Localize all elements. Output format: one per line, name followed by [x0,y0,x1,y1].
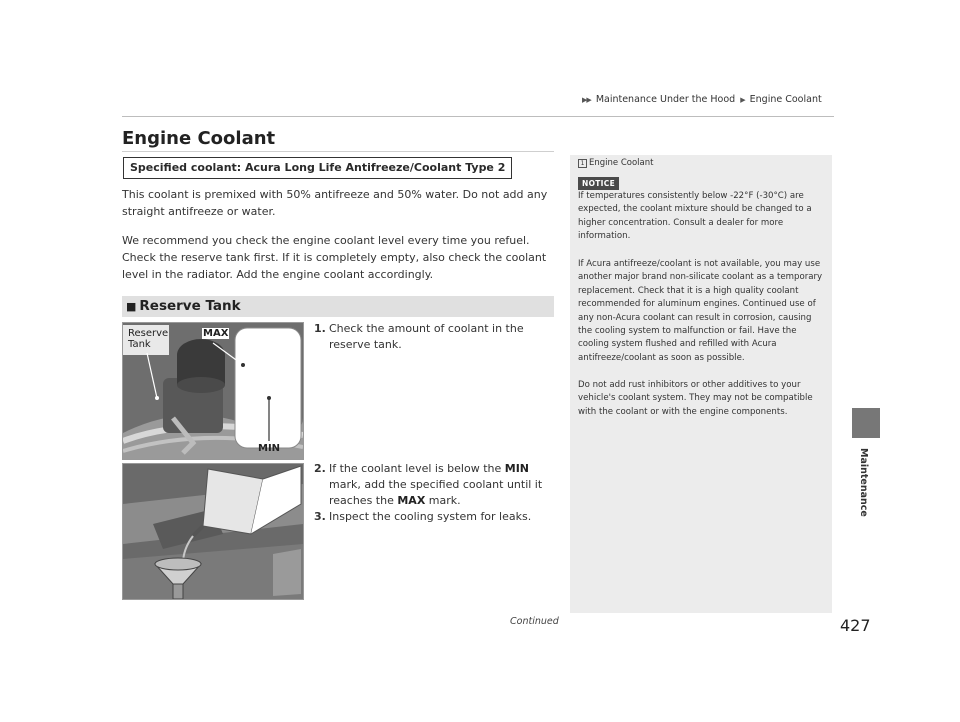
continued-label: Continued [510,616,559,627]
chapter-tab[interactable] [852,408,880,438]
adding-coolant-illustration [123,464,303,599]
breadcrumb-arrow-icon: ▶▶ [582,96,591,104]
page-number: 427 [840,616,871,635]
label-reserve: Reserve [128,328,169,339]
specified-coolant-box: Specified coolant: Acura Long Life Antifreeze/Coolant Type 2 [123,157,512,179]
breadcrumb-arrow-icon: ▶ [740,96,745,104]
sidebar-heading-text: Engine Coolant [589,158,654,168]
breadcrumb-level2[interactable]: Engine Coolant [749,94,822,105]
step-text: Check the amount of coolant in the reserve tank. [329,322,524,351]
sidebar-paragraph-alternative-coolant: If Acura antifreeze/coolant is not available, you may use another major brand non-silicate coolant as a temporary replacement. Check that it is a high quality coolant recommended for aluminum engines. Continued use of any non-Acura coolant can result in corrosion, causing the cooling system to malfunction or fail. Have the cooling system flushed and refilled with Acura antifreeze/coolant as soon as possible. [578,259,823,363]
min-mark: MIN [504,462,530,475]
adding-coolant-photo [122,463,304,600]
step-number: 1. [314,322,326,335]
sidebar-paragraph-additives: Do not add rust inhibitors or other additives to your vehicle's coolant system. They may not be compatible with the coolant or with the engine components. [578,380,813,417]
sidebar-heading [578,158,653,168]
reserve-tank-label [128,328,168,350]
notice-badge: NOTICE [578,177,619,190]
step-3 [314,509,559,525]
label-max: MAX [203,328,229,339]
title-divider [122,151,554,152]
intro-paragraph: This coolant is premixed with 50% antifreeze and 50% water. Do not add any straight antifreeze or water. [122,188,548,218]
breadcrumb-level1[interactable]: Maintenance Under the Hood [595,94,736,105]
step-text: Inspect the cooling system for leaks. [329,510,532,523]
step-2 [314,461,559,509]
step-number: 3. [314,510,326,523]
reserve-tank-photo [122,322,304,460]
page-title: Engine Coolant [122,128,276,149]
sidebar-paragraph-temperature: If temperatures consistently below -22°F (-30°C) are expected, the coolant mixture should be changed to a higher concentration. Consult a dealer for more information. [578,191,812,242]
breadcrumb [582,94,822,105]
label-min: MIN [258,443,281,454]
max-mark: MAX [397,494,426,507]
header-divider [122,116,834,117]
recommendation-paragraph: We recommend you check the engine coolant level every time you refuel. Check the reserve tank first. If it is completely empty, also check the coolant level in the radiator. Add the engine coolant accordingly. [122,234,547,281]
section-title [126,297,241,316]
step-number: 2. [314,462,326,475]
step-text: If the coolant level is below the MIN mark, add the specified coolant until it reaches the MAX mark. [329,462,543,507]
step-1 [314,321,559,353]
section-bullet-icon: ■ [126,300,137,313]
label-tank: Tank [128,339,151,350]
section-title-text: Reserve Tank [139,298,241,314]
chapter-tab-label: Maintenance [858,448,869,517]
reference-marker-icon: 1 [578,159,587,168]
